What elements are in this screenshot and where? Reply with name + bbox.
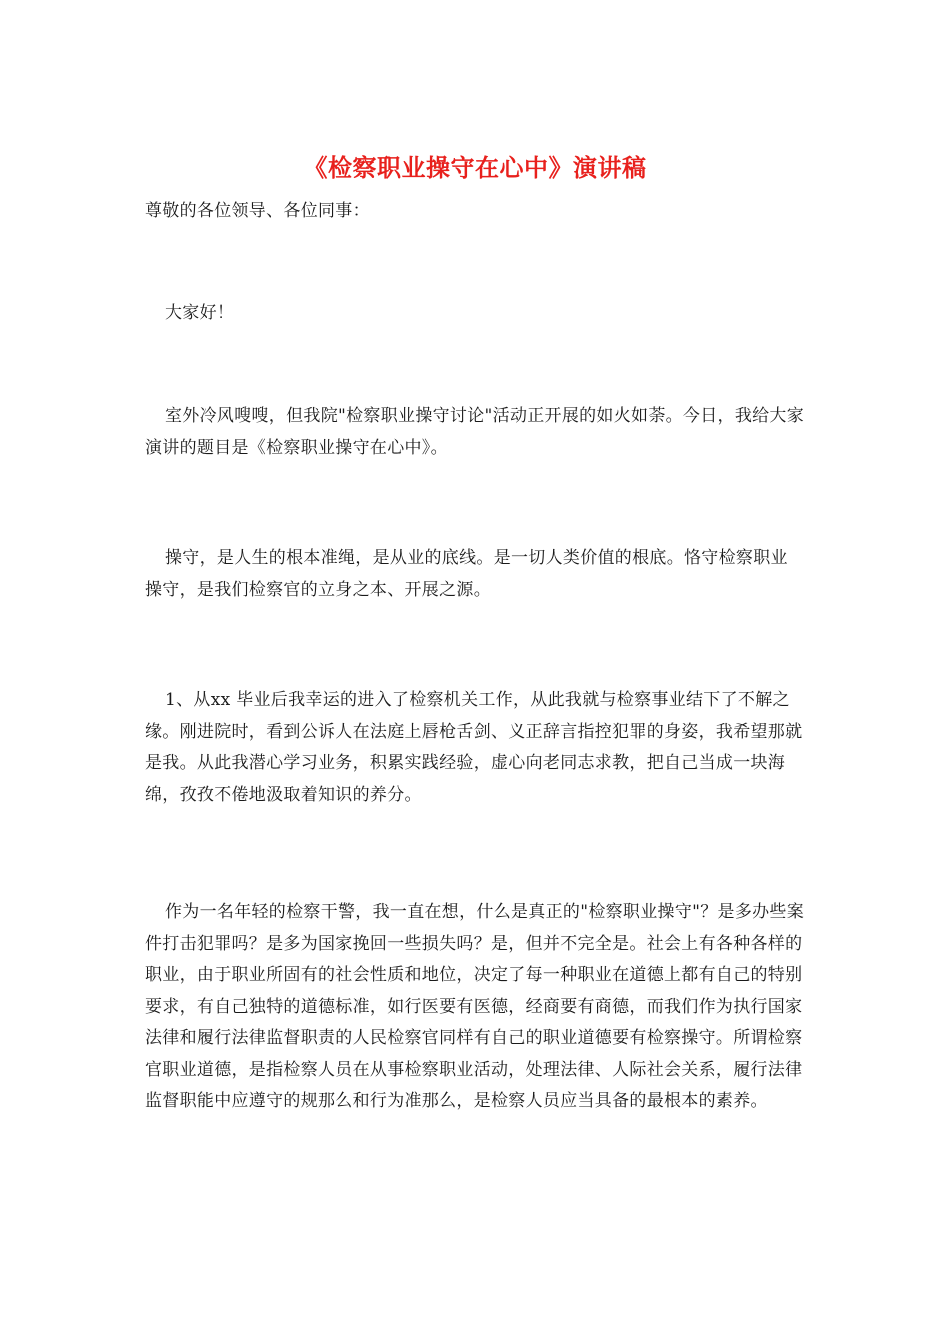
paragraph-text: 操守，是人生的根本准绳，是从业的底线。是一切人类价值的根底。恪守检察职业操守，是我们检察官的立身之本、开展之源。 xyxy=(145,548,788,600)
paragraph-4 xyxy=(145,897,805,1118)
greeting-text: 大家好！ xyxy=(165,303,235,323)
paragraph-text: 1、从xx 毕业后我幸运的进入了检察机关工作，从此我就与检察事业结下了不解之缘。刚进院时，看到公诉人在法庭上唇枪舌剑、义正辞言指控犯罪的身姿，我希望那就是我。从此我潜心学习业务，积累实践经验，虚心向老同志求教，把自己当成一块海绵，孜孜不倦地汲取着知识的养分。 xyxy=(145,690,803,805)
paragraph-2 xyxy=(145,543,805,606)
document-title: 《检察职业操守在心中》演讲稿 xyxy=(303,153,647,182)
greeting xyxy=(145,298,805,330)
paragraph-text: 作为一名年轻的检察干警，我一直在想，什么是真正的"检察职业操守"？是多办些案件打击犯罪吗？是多为国家挽回一些损失吗？是，但并不完全是。社会上有各种各样的职业，由于职业所固有的社会性质和地位，决定了每一种职业在道德上都有自己的特别要求，有自己独特的道德标准，如行医要有医德，经商要有商德，而我们作为执行国家法律和履行法律监督职责的人民检察官同样有自己的职业道德要有检察操守。所谓检察官职业道德，是指检察人员在从事检察职业活动，处理法律、人际社会关系，履行法律监督职能中应遵守的规那么和行为准那么，是检察人员应当具备的最根本的素养。 xyxy=(145,902,805,1111)
paragraph-text: 室外冷风嗖嗖，但我院"检察职业操守讨论"活动正开展的如火如荼。今日，我给大家演讲的题目是《检察职业操守在心中》。 xyxy=(145,406,805,458)
salutation xyxy=(145,196,805,228)
paragraph-1 xyxy=(145,401,805,464)
paragraph-3 xyxy=(145,685,805,811)
salutation-text: 尊敬的各位领导、各位同事： xyxy=(145,201,370,221)
